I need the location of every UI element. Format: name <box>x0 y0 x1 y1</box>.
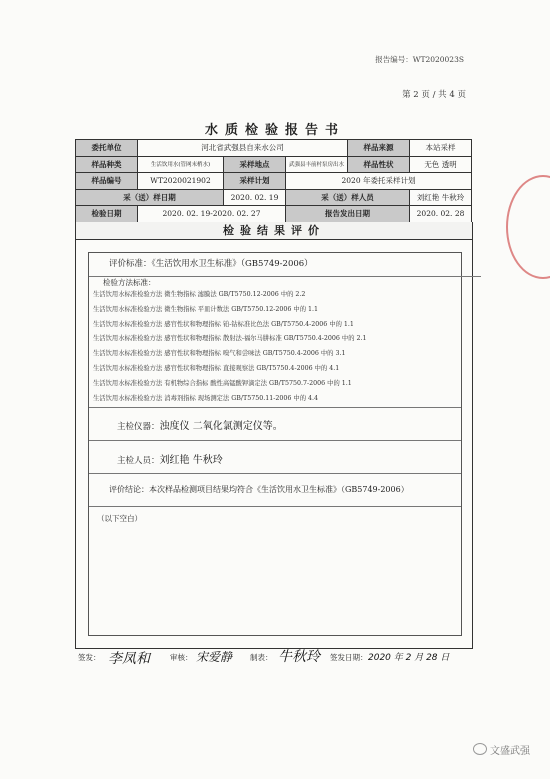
evaluation-inner-box <box>88 252 462 636</box>
section-title: 检验结果评价 <box>75 222 473 240</box>
cell-value: WT2020021902 <box>138 173 224 190</box>
cell-value: 本站采样 <box>410 140 472 157</box>
sample-info-table <box>75 139 472 223</box>
red-seal-stamp <box>506 175 550 279</box>
cell-value: 2020. 02. 19-2020. 02. 27 <box>138 206 286 223</box>
table-row <box>76 156 472 173</box>
method-line: 生活饮用水标准检验方法 感官性状和物理指标 铂-钴标准比色法 GB/T5750.4-2006 中的 1.1 <box>93 320 354 328</box>
preparer-signature: 牛秋玲 <box>278 649 320 665</box>
cell-label: 采（送）样日期 <box>76 189 224 206</box>
cell-label: 委托单位 <box>76 140 138 157</box>
cell-value: 刘红艳 牛秋玲 <box>410 189 472 206</box>
table-row <box>76 173 472 190</box>
report-title: 水质检验报告书 <box>204 123 345 138</box>
method-line: 生活饮用水标准检验方法 有机物综合指标 酸性高锰酸钾滴定法 GB/T5750.7-2006 中的 1.1 <box>93 379 352 387</box>
issuer-signature: 李凤和 <box>108 651 150 667</box>
cell-label: 采样地点 <box>224 156 286 173</box>
cell-value: 河北省武强县自来水公司 <box>138 140 348 157</box>
method-line: 生活饮用水标准检验方法 微生物指标 滤膜法 GB/T5750.12-2006 中的 2.2 <box>93 291 306 298</box>
wechat-icon <box>473 743 487 755</box>
cell-label: 样品种类 <box>76 156 138 173</box>
method-line: 生活饮用水标准检验方法 微生物指标 平皿计数法 GB/T5750.12-2006 中的 1.1 <box>93 305 319 313</box>
cell-value: 2020. 02. 19 <box>224 189 286 206</box>
instruments-row <box>89 408 461 441</box>
preparer-label: 制表： <box>250 653 273 662</box>
table-row <box>76 206 472 223</box>
cell-label: 样品性状 <box>348 156 410 173</box>
cell-label: 采（送）样人员 <box>286 189 410 206</box>
cell-value: 生活饮用水(管网末梢水) <box>138 156 224 173</box>
evaluation-box <box>75 240 473 649</box>
method-line: 生活饮用水标准检验方法 感官性状和物理指标 嗅气和尝味法 GB/T5750.4-2006 中的 3.1 <box>93 350 346 358</box>
signature-line <box>78 649 450 667</box>
blank-below-note: （以下空白） <box>97 514 142 523</box>
method-line: 生活饮用水标准检验方法 感官性状和物理指标 散射法-福尔马肼标准 GB/T5750.4-2006 中的 2.1 <box>93 335 367 343</box>
conclusion-value: 本次样品检测项目结果均符合《生活饮用水卫生标准》（GB5749-2006） <box>149 485 409 494</box>
conclusion-label: 评价结论： <box>109 485 149 494</box>
table-row <box>76 140 472 157</box>
cell-label: 样品编号 <box>76 173 138 190</box>
conclusion-row <box>89 474 461 507</box>
cell-value: 2020. 02. 28 <box>410 206 472 223</box>
watermark: 文盛武强 <box>473 742 530 757</box>
personnel-row <box>89 441 461 474</box>
instruments-value: 浊度仪 二氧化氯测定仪等。 <box>159 421 283 432</box>
reviewer-label: 审核： <box>170 653 193 662</box>
method-line: 生活饮用水标准检验方法 感官性状和物理指标 直接观察法 GB/T5750.4-2006 中的 4.1 <box>93 364 340 372</box>
issuer-label: 签发： <box>78 653 101 662</box>
report-number: 报告编号：WT2020023S <box>375 55 464 64</box>
sign-date-label: 签发日期： <box>330 653 368 662</box>
table-row <box>76 189 472 206</box>
test-methods-block <box>89 273 461 408</box>
reviewer-signature: 宋爱静 <box>196 650 233 664</box>
cell-value: 2020 年委托采样计划 <box>286 173 472 190</box>
cell-label: 样品来源 <box>348 140 410 157</box>
personnel-label: 主检人员： <box>117 456 160 466</box>
test-methods-title: 检验方法标准： <box>103 278 156 287</box>
evaluation-standard: 评价标准：《生活饮用水卫生标准》（GB5749-2006） <box>89 253 481 277</box>
cell-label: 采样计划 <box>224 173 286 190</box>
method-line: 生活饮用水标准检验方法 消毒剂指标 现场测定法 GB/T5750.11-2006 中的 4.4 <box>93 394 319 402</box>
cell-label: 检验日期 <box>76 206 138 223</box>
sign-date: 2020 年 2 月 28 日 <box>368 653 450 663</box>
page-number: 第 2 页 / 共 4 页 <box>402 90 466 100</box>
personnel-value: 刘红艳 牛秋玲 <box>159 455 223 466</box>
cell-label: 报告发出日期 <box>286 206 410 223</box>
instruments-label: 主检仪器： <box>117 422 160 432</box>
cell-value: 无色 透明 <box>410 156 472 173</box>
cell-value: 武强县丰前村泵房出水 <box>286 156 348 173</box>
